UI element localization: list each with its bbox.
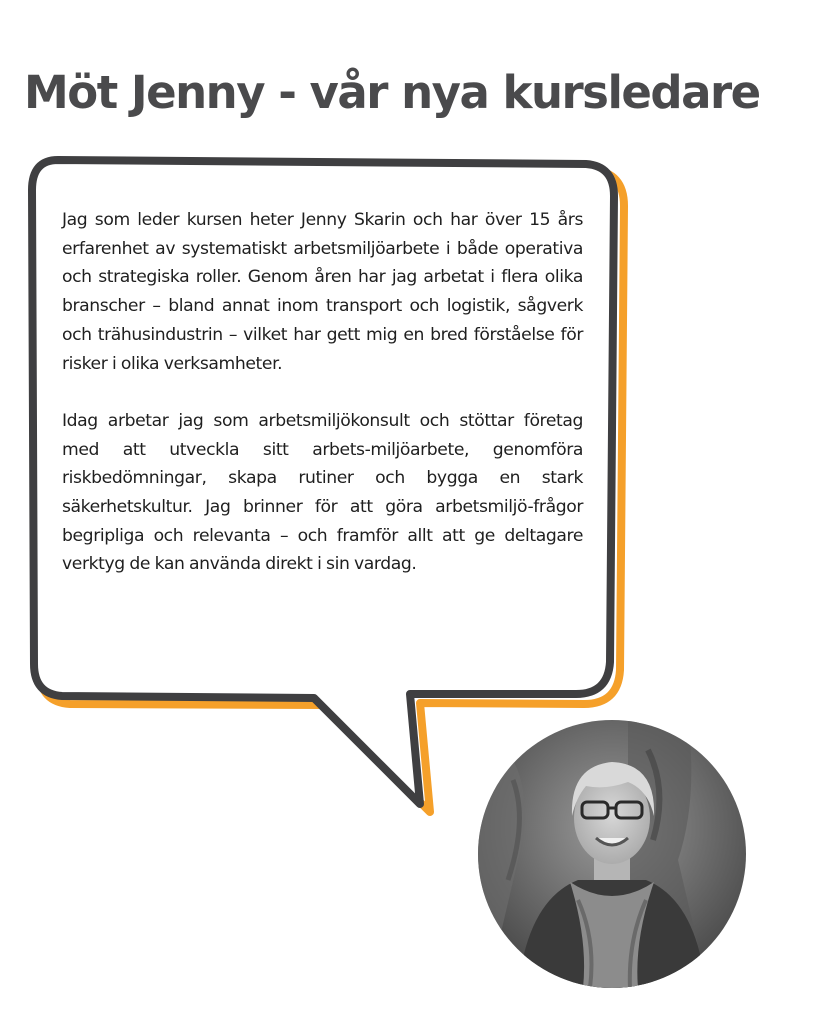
bio-paragraph-2: Idag arbetar jag som arbetsmiljökonsult och stöttar företag med att utveckla sitt arbets-miljöarbete, genomföra riskbedömningar, skapa rutiner och bygga en stark säkerhetskultur. Jag brinner för att göra arbetsmiljö-frågor begripliga och relevanta – och framför allt att ge deltagare verktyg de kan använda direkt i sin vardag. bbox=[62, 410, 583, 575]
portrait-photo bbox=[478, 720, 746, 988]
page-title: Möt Jenny - vår nya kursledare bbox=[24, 66, 760, 119]
bio-paragraph-1: Jag som leder kursen heter Jenny Skarin och har över 15 års erfarenhet av systematiskt arbetsmiljöarbete i både operativa och strategiska roller. Genom åren har jag arbetat i flera olika branscher – bland annat inom transport och logistik, sågverk och trähusindustrin – vilket har gett mig en bred förståelse för risker i olika verksamheter. bbox=[62, 210, 583, 374]
speech-bubble-text bbox=[62, 206, 583, 579]
